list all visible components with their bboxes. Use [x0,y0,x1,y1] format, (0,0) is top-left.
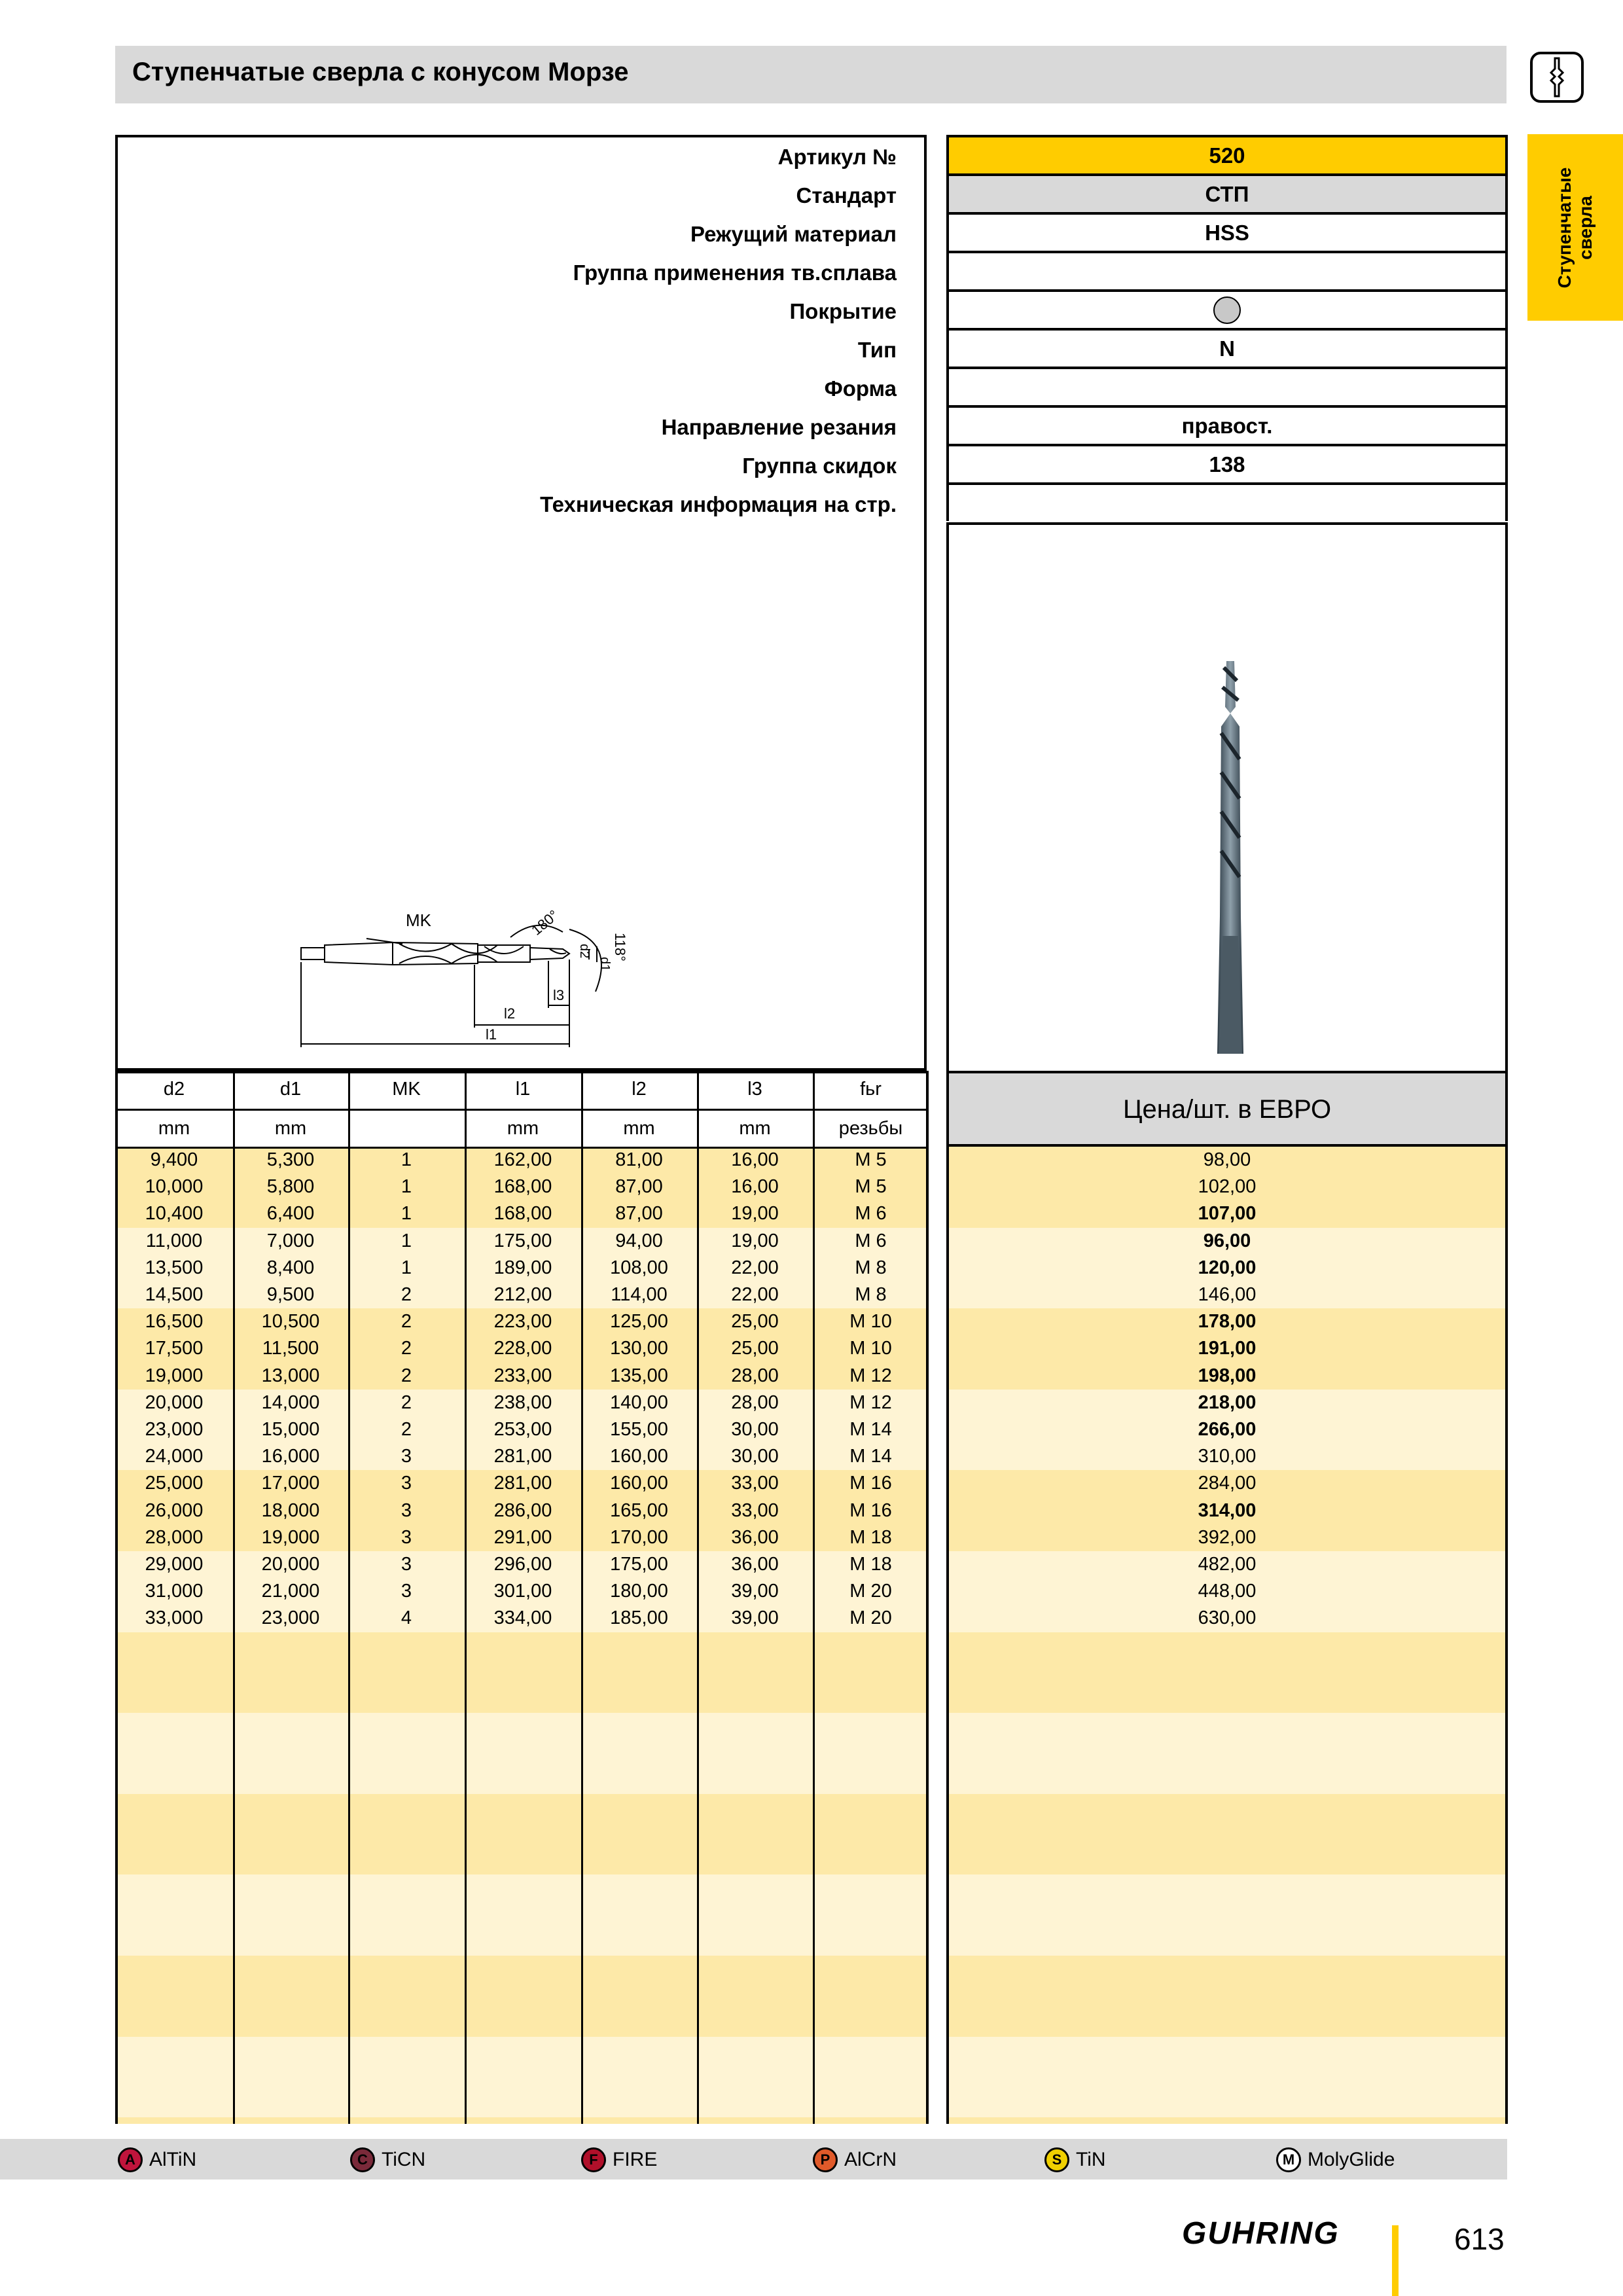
table-cell: 1 [401,1257,412,1278]
table-cell: 135,00 [610,1365,668,1386]
table-rule [115,1109,929,1111]
row-band [949,1632,1505,1713]
table-cell: 10,500 [261,1311,320,1333]
spec-value: HSS [946,212,1508,251]
table-cell: 334,00 [493,1607,552,1629]
table-cell: 170,00 [610,1526,668,1548]
table-cell: 281,00 [493,1473,552,1494]
spec-label: Техническая информация на стр. [540,492,897,516]
row-band [949,1713,1505,1794]
row-band [949,1794,1505,1875]
table-cell: 11,000 [145,1230,203,1251]
table-cell: 19,00 [731,1230,779,1251]
table-cell: 20,000 [261,1554,320,1575]
coating-icon: S [1044,2147,1069,2172]
table-cell: 87,00 [615,1176,663,1198]
spec-label: Покрытие [789,299,897,323]
table-cell: 25,000 [145,1473,204,1494]
column-header: d2 [163,1079,185,1100]
table-cell: 165,00 [610,1499,668,1521]
drawing-label-angle-180: 180° [528,906,562,939]
table-cell: M 14 [849,1446,892,1467]
table-cell: 130,00 [610,1338,668,1359]
table-cell: 16,500 [145,1311,204,1333]
table-cell: M 18 [849,1526,892,1548]
table-cell: 168,00 [493,1203,552,1225]
table-cell: 160,00 [610,1473,668,1494]
table-cell: 140,00 [610,1391,668,1413]
spec-value: СТП [946,173,1508,212]
column-unit: резьбы [838,1118,903,1139]
price-cell: 448,00 [1198,1581,1257,1602]
table-cell: 15,000 [261,1419,320,1440]
table-cell: 155,00 [610,1419,668,1440]
legend-item [1044,2147,1106,2173]
table-cell: 39,00 [731,1581,779,1602]
table-cell: 81,00 [615,1149,663,1170]
table-cell: 14,500 [145,1284,204,1305]
table-cell: 3 [401,1526,412,1548]
row-band [118,1874,926,1956]
table-cell: 39,00 [731,1607,779,1629]
table-cell: 28,00 [731,1391,779,1413]
table-cell: 6,400 [266,1203,315,1225]
drill-dimension-drawing [288,897,759,1060]
table-cell: 1 [401,1176,412,1198]
table-cell: 212,00 [493,1284,552,1305]
table-cell: 31,000 [145,1581,204,1602]
price-cell: 198,00 [1198,1365,1257,1386]
table-cell: M 16 [849,1499,892,1521]
price-cell: 146,00 [1198,1284,1257,1305]
legend-item [1276,2147,1395,2173]
table-cell: 160,00 [610,1446,668,1467]
table-cell: 162,00 [493,1149,552,1170]
spec-value: 520 [946,135,1508,173]
price-cell: 191,00 [1198,1338,1257,1359]
column-header: l1 [515,1079,531,1100]
brand-logo: GUHRING [1182,2216,1340,2251]
table-cell: 16,00 [731,1149,779,1170]
table-cell: 11,500 [262,1338,319,1359]
spec-label: Стандарт [796,183,897,207]
spec-label: Артикул № [777,145,897,169]
table-cell: 24,000 [145,1446,204,1467]
table-cell: 125,00 [610,1311,668,1333]
row-band [118,2037,926,2118]
row-band [949,2117,1505,2124]
table-cell: 9,500 [266,1284,315,1305]
table-cell: 36,00 [731,1554,779,1575]
table-cell: M 18 [849,1554,892,1575]
row-band [118,1956,926,2037]
drawing-label-angle-118: 118° [612,933,628,961]
table-cell: 1 [401,1149,412,1170]
table-cell: 2 [401,1391,412,1413]
legend-label: TiCN [382,2149,426,2170]
table-cell: 33,000 [145,1607,204,1629]
price-cell: 178,00 [1198,1311,1257,1333]
section-tab[interactable] [1527,134,1623,321]
table-cell: 21,000 [261,1581,320,1602]
table-cell: 36,00 [731,1526,779,1548]
drawing-label-mk: MK [406,910,431,930]
row-band [118,1794,926,1875]
price-cell: 310,00 [1198,1446,1257,1467]
footer-divider [1392,2225,1399,2296]
spec-value [946,367,1508,405]
drawing-label-l3: l3 [553,987,565,1003]
column-header: l3 [747,1079,762,1100]
table-cell: M 16 [849,1473,892,1494]
column-unit: mm [623,1118,655,1139]
table-cell: 30,00 [731,1446,779,1467]
coating-none-icon [1213,296,1241,324]
table-cell: 33,00 [731,1473,779,1494]
table-cell: 189,00 [493,1257,552,1278]
table-cell: 185,00 [610,1607,668,1629]
table-cell: 1 [401,1230,412,1251]
row-band [118,1632,926,1713]
price-cell: 630,00 [1198,1607,1257,1629]
row-band [118,2117,926,2124]
table-cell: 2 [401,1419,412,1440]
row-band [949,1956,1505,2037]
price-cell: 482,00 [1198,1554,1257,1575]
legend-label: TiN [1076,2149,1106,2170]
table-cell: 108,00 [610,1257,668,1278]
column-header: fьr [860,1079,882,1100]
spec-value [946,289,1508,328]
step-drill-photo [1204,661,1257,1054]
table-cell: 3 [401,1581,412,1602]
table-cell: 19,000 [261,1526,320,1548]
table-cell: 233,00 [493,1365,552,1386]
spec-value [946,251,1508,289]
price-cell: 266,00 [1198,1419,1257,1440]
spec-label: Тип [857,338,897,362]
spec-value: N [946,328,1508,367]
table-cell: 175,00 [610,1554,668,1575]
coating-icon: F [581,2147,606,2172]
page-title: Ступенчатые сверла с конусом Морзе [132,58,629,86]
table-cell: M 10 [849,1311,892,1333]
table-cell: 114,00 [611,1284,668,1305]
row-band [118,1713,926,1794]
table-cell: 28,000 [145,1526,204,1548]
price-cell: 98,00 [1203,1149,1251,1170]
drawing-label-l2: l2 [504,1005,516,1022]
table-cell: 8,400 [266,1257,315,1278]
table-cell: M 12 [849,1391,892,1413]
table-cell: 19,00 [731,1203,779,1225]
column-unit: mm [507,1118,539,1139]
table-cell: 238,00 [493,1391,552,1413]
table-cell: M 5 [855,1176,887,1198]
table-cell: 22,00 [731,1257,779,1278]
table-cell: 29,000 [145,1554,204,1575]
section-tab-label: Ступенчатые сверла [1554,167,1596,288]
table-cell: 5,800 [266,1176,315,1198]
table-cell: 301,00 [493,1581,552,1602]
table-cell: 13,000 [261,1365,320,1386]
column-header: d1 [279,1079,302,1100]
table-cell: 16,000 [261,1446,320,1467]
coating-icon: M [1276,2147,1301,2172]
drill-symbol-icon [1529,49,1585,105]
table-cell: 23,000 [261,1607,320,1629]
table-cell: 87,00 [615,1203,663,1225]
row-band [949,2037,1505,2118]
table-cell: 3 [401,1554,412,1575]
table-cell: 291,00 [493,1526,552,1548]
table-cell: 296,00 [493,1554,552,1575]
legend-item [581,2147,657,2173]
coating-icon: C [350,2147,375,2172]
table-cell: M 10 [849,1338,892,1359]
table-cell: M 5 [855,1149,887,1170]
table-cell: 3 [401,1499,412,1521]
table-cell: 9,400 [150,1149,198,1170]
table-cell: 28,00 [731,1365,779,1386]
table-cell: 4 [401,1607,412,1629]
table-cell: 223,00 [493,1311,552,1333]
table-cell: 10,000 [145,1176,204,1198]
table-cell: 25,00 [731,1338,779,1359]
price-header-cell [946,1071,1508,1147]
table-cell: 175,00 [493,1230,552,1251]
legend-item [350,2147,425,2173]
table-cell: 253,00 [493,1419,552,1440]
coating-icon: P [813,2147,838,2172]
legend-label: AlCrN [844,2149,897,2170]
table-cell: 22,00 [731,1284,779,1305]
table-cell: 286,00 [493,1499,552,1521]
table-cell: 2 [401,1338,412,1359]
table-cell: 7,000 [266,1230,315,1251]
column-header: MK [392,1079,421,1100]
price-cell: 107,00 [1198,1203,1257,1225]
spec-label: Группа скидок [742,454,897,478]
column-unit: mm [274,1118,307,1139]
column-unit: mm [158,1118,190,1139]
price-cell: 218,00 [1198,1391,1257,1413]
table-cell: 14,000 [261,1391,320,1413]
column-header: l2 [632,1079,647,1100]
coating-icon: A [118,2147,143,2172]
table-cell: M 6 [855,1203,887,1225]
table-cell: 30,00 [731,1419,779,1440]
table-cell: M 12 [849,1365,892,1386]
price-cell: 96,00 [1203,1230,1251,1251]
table-cell: 228,00 [493,1338,552,1359]
table-cell: 2 [401,1311,412,1333]
legend-item [813,2147,897,2173]
spec-label: Группа применения тв.сплава [573,260,897,285]
price-cell: 284,00 [1198,1473,1257,1494]
table-cell: 13,500 [145,1257,204,1278]
spec-value: 138 [946,444,1508,482]
drawing-label-d1: d1 [597,957,612,972]
table-cell: 17,500 [145,1338,204,1359]
spec-label: Направление резания [661,415,897,439]
table-cell: 1 [401,1203,412,1225]
price-header: Цена/шт. в ЕВРО [1122,1095,1332,1124]
row-band [949,1874,1505,1956]
table-cell: 2 [401,1365,412,1386]
table-cell: 5,300 [266,1149,315,1170]
table-cell: 10,400 [145,1203,204,1225]
table-cell: 180,00 [610,1581,668,1602]
drawing-label-d2: d2 [577,944,592,959]
table-cell: 18,000 [261,1499,320,1521]
table-cell: 33,00 [731,1499,779,1521]
spec-value [946,482,1508,521]
table-cell: 19,000 [145,1365,204,1386]
table-cell: 25,00 [731,1311,779,1333]
table-cell: 26,000 [145,1499,204,1521]
price-cell: 102,00 [1198,1176,1257,1198]
table-cell: 20,000 [145,1391,204,1413]
spec-value: правост. [946,405,1508,444]
legend-label: FIRE [613,2149,658,2170]
legend-label: AlTiN [149,2149,197,2170]
table-cell: M 20 [849,1607,892,1629]
table-cell: 2 [401,1284,412,1305]
table-cell: 16,00 [731,1176,779,1198]
price-cell: 120,00 [1198,1257,1257,1278]
table-cell: M 8 [855,1257,887,1278]
table-cell: 3 [401,1446,412,1467]
spec-label: Режущий материал [690,222,897,246]
title-bar [115,46,1507,103]
table-cell: 168,00 [493,1176,552,1198]
column-unit: mm [739,1118,771,1139]
drawing-label-l1: l1 [486,1026,497,1043]
legend-item [118,2147,196,2173]
price-cell: 314,00 [1198,1499,1257,1521]
table-cell: M 20 [849,1581,892,1602]
legend-label: MolyGlide [1308,2149,1395,2170]
price-cell: 392,00 [1198,1526,1257,1548]
table-cell: 3 [401,1473,412,1494]
page-number: 613 [1454,2222,1505,2256]
table-cell: M 8 [855,1284,887,1305]
table-cell: M 14 [849,1419,892,1440]
table-cell: M 6 [855,1230,887,1251]
table-cell: 23,000 [145,1419,204,1440]
table-cell: 94,00 [615,1230,663,1251]
spec-label: Форма [824,376,897,401]
table-cell: 281,00 [493,1446,552,1467]
table-cell: 17,000 [261,1473,320,1494]
